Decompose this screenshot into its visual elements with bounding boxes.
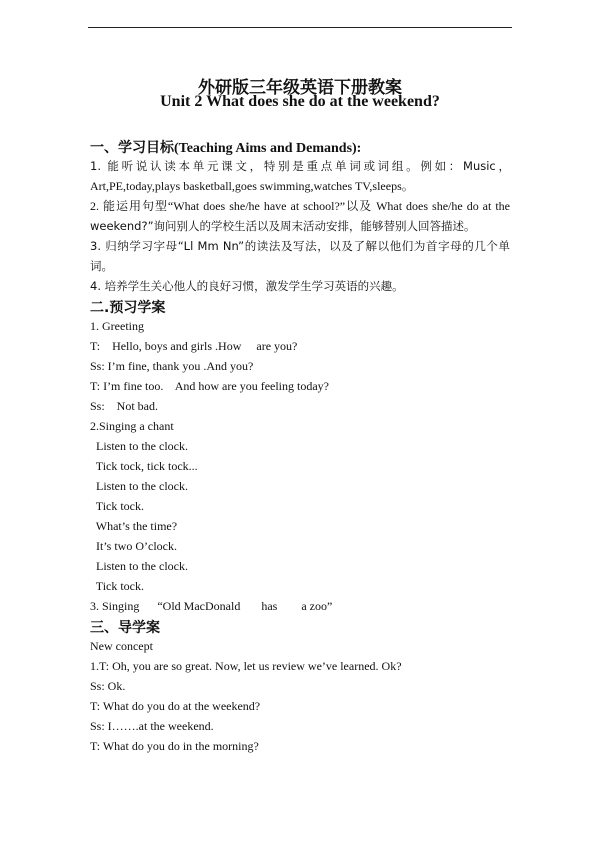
- aim-line: Art,PE,today,plays basketball,goes swimming,watches TV,sleeps。: [90, 179, 414, 193]
- guide-line: New concept: [90, 639, 153, 653]
- preview-line: T: Hello, boys and girls .How are you?: [90, 339, 298, 353]
- preview-line: Ss: Not bad.: [90, 399, 159, 413]
- section2-heading: 二.预习学案: [90, 300, 166, 316]
- preview-line: Ss: I’m fine, thank you .And you?: [90, 359, 254, 373]
- section1-heading: [90, 137, 361, 157]
- preview-line: 3. Singing “Old MacDonald has a zoo”: [90, 599, 333, 613]
- aim-line: 4. 培养学生关心他人的良好习惯，激发学生学习英语的兴趣。: [90, 279, 404, 293]
- chant-line: Tick tock, tick tock...: [90, 459, 198, 473]
- guide-line: Ss: I…….at the weekend.: [90, 719, 214, 733]
- aim-line: 词。: [90, 259, 113, 273]
- chant-line: Listen to the clock.: [90, 559, 188, 573]
- preview-line: 2.Singing a chant: [90, 419, 174, 433]
- chant-line: What’s the time?: [90, 519, 178, 533]
- aim-line: 3. 归纳学习字母“Ll Mm Nn”的读法及写法，以及了解以他们为首字母的几个单: [90, 239, 510, 253]
- aim-line: weekend?”询问别人的学校生活以及周末活动安排，能够替别人回答描述。: [90, 219, 476, 233]
- guide-line: Ss: Ok.: [90, 679, 126, 693]
- chant-line: It’s two O’clock.: [90, 539, 177, 553]
- section1-heading-en: (Teaching Aims and Demands):: [174, 141, 362, 156]
- section1-heading-cn: 一、学习目标: [90, 140, 174, 156]
- document-title-en: Unit 2 What does she do at the weekend?: [160, 93, 440, 110]
- chant-line: Listen to the clock.: [90, 479, 188, 493]
- guide-line: T: What do you do in the morning?: [90, 739, 259, 753]
- guide-line: T: What do you do at the weekend?: [90, 699, 261, 713]
- guide-line: 1.T: Oh, you are so great. Now, let us review we’ve learned. Ok?: [90, 659, 402, 673]
- section3-heading: 三、导学案: [90, 620, 160, 636]
- chant-line: Tick tock.: [90, 499, 145, 513]
- preview-line: 1. Greeting: [90, 319, 144, 333]
- aim-line: 2. 能运用句型“What does she/he have at school?”以及 What does she/he do at the: [90, 199, 510, 213]
- preview-line: T: I’m fine too. And how are you feeling today?: [90, 379, 330, 393]
- chant-line: Listen to the clock.: [90, 439, 188, 453]
- chant-line: Tick tock.: [90, 579, 145, 593]
- header-rule: [88, 27, 512, 28]
- aim-line: 1. 能听说认读本单元课文，特别是重点单词或词组。例如：Music，: [90, 159, 510, 173]
- document-title-cn: 外研版三年级英语下册教案: [198, 78, 402, 98]
